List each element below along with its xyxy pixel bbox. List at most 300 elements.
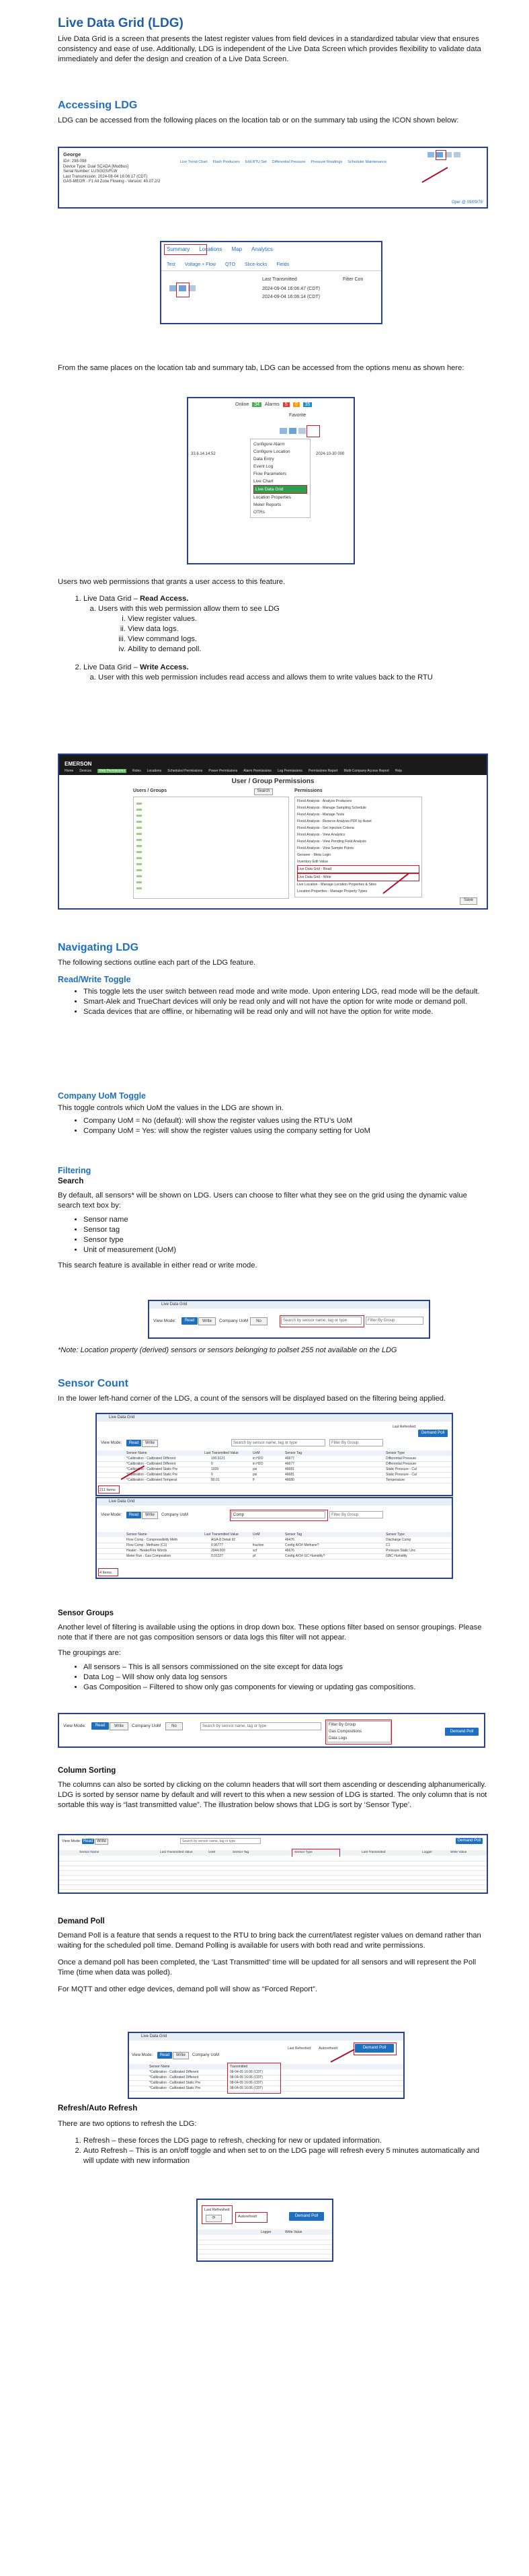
write-sub-item: a. User with this web permission includes read access and allows them to write values back to the RTU xyxy=(98,673,488,683)
col-header[interactable]: Sensor Type xyxy=(386,1451,405,1455)
read-access-item xyxy=(83,594,488,655)
accessing-heading: Accessing LDG xyxy=(58,100,138,111)
sensor-groups-p2: The groupings are: xyxy=(58,1649,121,1657)
read-sub-item xyxy=(98,604,488,655)
cell: 0.01227 xyxy=(211,1554,224,1558)
filter-criterion: • Sensor type xyxy=(83,1235,488,1245)
tab-locations[interactable]: Locations xyxy=(199,246,222,252)
subtab[interactable]: Slice-locks xyxy=(245,262,268,267)
menu-item[interactable]: Meter Reports xyxy=(253,503,282,507)
site-link[interactable]: Live Trend Chart xyxy=(180,160,208,164)
col-header[interactable]: Logger xyxy=(422,1851,432,1854)
site-link[interactable]: Scheduler Maintenance xyxy=(348,160,387,164)
cell: *Calibration - Calibrated Different xyxy=(149,2070,199,2074)
intro-paragraph: Live Data Grid is a screen that presents the latest register values from field devices in a standardized tabular view that ensures consistency and ease of use. Additionally, LDG is independent of the Live Data Screen which provides flexibility to validate data immediately and defer the design and creation of a Live Data Screen. xyxy=(58,35,481,63)
alarms-label: Alarms xyxy=(265,402,280,407)
nav-item[interactable]: Devices xyxy=(79,769,92,773)
alarm-badge[interactable]: 35 xyxy=(303,402,313,407)
permission-item[interactable]: Location Properties - Manage Property Types xyxy=(297,889,368,893)
navigating-heading: Navigating LDG xyxy=(58,942,139,953)
cell: Heater - Heater/Fire Words xyxy=(126,1549,167,1553)
search-highlight xyxy=(230,1510,328,1521)
row-icons xyxy=(280,428,306,434)
demand-poll-heading: Demand Poll xyxy=(58,1917,105,1925)
cell: 1939 xyxy=(211,1467,219,1471)
title-block xyxy=(58,16,488,65)
write-toggle[interactable]: Write xyxy=(95,1839,108,1845)
read-label: Live Data Grid – xyxy=(83,595,140,603)
cell: in H2O xyxy=(253,1462,263,1466)
autorefresh-label: Autorefresh xyxy=(319,2047,338,2051)
cell: Temperature xyxy=(386,1478,405,1482)
filtering-note: *Note: Location property (derived) sensors or sensors belonging to pollset 255 not available on the LDG xyxy=(58,1346,397,1354)
read-bold: Read Access. xyxy=(139,595,189,603)
filter-criterion: • Sensor name xyxy=(83,1215,488,1225)
col-header[interactable]: Sensor Type xyxy=(294,1851,313,1854)
search-input[interactable]: Search by sensor name, tag or type xyxy=(200,1722,321,1730)
uom-intro: This toggle controls which UoM the values in the LDG are shown in. xyxy=(58,1104,284,1112)
read-item: i. View register values. xyxy=(128,614,488,624)
col-header[interactable]: Last Transmitted xyxy=(362,1851,386,1854)
company-uom-toggle[interactable]: No xyxy=(250,1317,268,1325)
accessing-p2: From the same places on the location tab and summary tab, LDG can be accessed from the options menu as shown here: xyxy=(58,364,464,372)
table-row xyxy=(97,1457,452,1462)
app-header xyxy=(59,755,487,775)
search-input[interactable]: Comp xyxy=(231,1511,325,1518)
pointer-arrow xyxy=(331,2049,355,2063)
user-tree-icons xyxy=(136,799,142,893)
demand-highlight xyxy=(354,2043,397,2055)
online-badge[interactable]: 34 xyxy=(252,402,261,407)
demand-poll-button[interactable]: Demand Poll xyxy=(355,2044,394,2053)
cell: 08-04-05 16:06 (CDT) xyxy=(230,2075,263,2080)
read-item: iii. View command logs. xyxy=(128,634,488,645)
site-link[interactable]: Differential Pressure xyxy=(272,160,306,164)
window-title: Live Data Grid xyxy=(141,2034,167,2038)
cell: Flow Comp - Compressibility Meth xyxy=(126,1538,178,1542)
view-mode-label: View Mode: xyxy=(62,1839,81,1843)
table-row xyxy=(97,1543,452,1549)
note-block xyxy=(58,1346,488,1356)
menu-item[interactable]: OTRs xyxy=(253,510,265,515)
write-toggle[interactable]: Write xyxy=(173,2052,189,2059)
filtering-p1: By default, all sensors* will be shown on LDG. Users can choose to filter what they see on the grid using the dynamic value search text box by: xyxy=(58,1191,467,1210)
sensor-grid-screenshot-all xyxy=(95,1413,453,1496)
dropdown-option[interactable]: Gas Compositions xyxy=(329,1730,362,1734)
nav-item[interactable]: Alarm Permissions xyxy=(243,769,272,773)
search-toolbar-screenshot xyxy=(148,1300,430,1339)
options-menu xyxy=(250,439,311,518)
options-menu-screenshot xyxy=(187,397,355,564)
col-filter[interactable]: Filter Con xyxy=(343,277,364,282)
grid-header xyxy=(59,1850,487,1855)
menu-item[interactable]: Flow Parameters xyxy=(253,472,287,476)
filter-criterion: • Unit of measurement (UoM) xyxy=(83,1245,488,1255)
sensor-groups-block xyxy=(58,1609,488,1693)
permission-item[interactable]: Flood Analysis - Analyze Producers xyxy=(297,799,352,803)
uom-item: • Company UoM = Yes: will show the register values using the company setting for UoM xyxy=(83,1126,488,1136)
col-header[interactable]: UoM xyxy=(208,1851,216,1854)
grid-icon[interactable] xyxy=(289,428,296,434)
sensor-count-block xyxy=(58,1378,488,1404)
nav-item[interactable]: Home xyxy=(65,769,74,773)
cell: *Calibration - Calibrated Static Pre xyxy=(126,1467,178,1471)
cell: 46676 xyxy=(285,1549,294,1553)
window-bar xyxy=(97,1414,452,1422)
cell: *Calibration - Calibrated Static Pre xyxy=(149,2081,201,2085)
grid-header xyxy=(97,1532,452,1537)
read-item: iv. Ability to demand poll. xyxy=(128,645,488,655)
column-sorting-heading: Column Sorting xyxy=(58,1767,116,1775)
tab-map[interactable]: Map xyxy=(231,246,243,252)
navigating-intro: The following sections outline each part of the LDG feature. xyxy=(58,959,256,967)
cell: 0.96777 xyxy=(211,1543,224,1547)
read-toggle[interactable]: Read xyxy=(157,2052,172,2059)
rw-item: • Smart-Alek and TrueChart devices will only be read only and will not have the option for write mode or demand poll. xyxy=(83,997,488,1007)
column-sort-screenshot xyxy=(58,1834,488,1894)
cell: scf xyxy=(253,1549,257,1553)
save-button[interactable]: Save xyxy=(460,897,477,905)
site-link[interactable]: Pressure Readings xyxy=(311,160,343,164)
site-detail-2: Device Type: Dual SCADA [Modbus] xyxy=(63,164,128,169)
cell: in H2O xyxy=(253,1457,263,1461)
col-header[interactable]: Sensor Tag xyxy=(285,1533,302,1537)
rw-list xyxy=(58,987,488,1017)
subtab[interactable]: Fields xyxy=(276,262,290,267)
write-toggle[interactable]: Write xyxy=(198,1317,216,1325)
menu-item[interactable]: Event Log xyxy=(253,464,274,469)
demand-poll-p3: For MQTT and other edge devices, demand poll will show as “Forced Report”. xyxy=(58,1985,317,1993)
filter-criteria-list xyxy=(58,1215,488,1255)
tab-analytics[interactable]: Analytics xyxy=(251,246,274,252)
col-header[interactable]: Sensor Name xyxy=(126,1533,147,1537)
company-uom-label: Company UoM xyxy=(132,1724,161,1728)
nav-item[interactable]: Scheduled Permissions xyxy=(167,769,203,773)
chart-icon[interactable] xyxy=(428,152,434,157)
cell: 46476 xyxy=(285,1538,294,1542)
permission-item-ldg-write[interactable]: Live Data Grid - Write xyxy=(297,873,419,881)
demand-poll-button[interactable]: Demand Poll xyxy=(418,1430,448,1437)
demand-poll-p1: Demand Poll is a feature that sends a request to the RTU to bring back the current/latest register values on demand rather than waiting for the scheduled poll time. Demand Polling is available for users with both read and write permissions. xyxy=(58,1931,481,1950)
subtab[interactable]: Voltage + Flow xyxy=(184,262,216,267)
filter-group-select[interactable]: Filter By Group xyxy=(329,1511,383,1518)
permission-item[interactable]: Live Location - Manage Location Properties & Sites xyxy=(297,883,376,887)
col-header[interactable]: Sensor Name xyxy=(126,1451,147,1455)
summary-tab-highlight xyxy=(164,244,207,255)
menu-item[interactable]: Configure Alarm xyxy=(253,442,285,447)
cell: AGA-8 Detail 92 xyxy=(211,1538,236,1542)
site-detail-4: Last Transmission: 2024-08-04 16:06:17 (CDT) xyxy=(63,174,148,179)
menu-icon-highlight xyxy=(307,425,320,437)
col-header[interactable]: Sensor Tag xyxy=(233,1851,249,1854)
site-link[interactable]: Edit RTU Set xyxy=(245,160,267,164)
col-header[interactable]: Sensor Tag xyxy=(285,1451,302,1455)
cell: 0 xyxy=(211,1462,213,1466)
rw-item: • This toggle lets the user switch between read mode and write mode. Upon entering LDG, read mode will be the default. xyxy=(83,987,488,997)
cell: Static Pressure - Cal xyxy=(386,1467,417,1471)
permission-item[interactable]: Inventory Edit Value xyxy=(297,860,329,864)
row-time: 2024-09-04 16:06:14 (CDT) xyxy=(262,295,320,299)
row-time: 2024-09-04 16:06:47 (CDT) xyxy=(262,287,320,291)
company-uom-toggle[interactable]: No xyxy=(165,1722,183,1730)
cell: *Calibration - Calibrated Different xyxy=(126,1462,176,1466)
table-row xyxy=(97,1478,452,1483)
read-sub-text: Users with this web permission allow them to see LDG xyxy=(98,605,280,613)
nav-item[interactable]: Multi-Company Access Report xyxy=(343,769,389,773)
col-header[interactable]: Write Value xyxy=(285,2230,302,2234)
cell: 08-04-05 16:06 (CDT) xyxy=(230,2086,263,2090)
permission-item[interactable]: Flood Analysis - View Pending Field Analysis xyxy=(297,840,366,844)
nav-item[interactable]: Permissions Report xyxy=(308,769,338,773)
menu-item[interactable]: Configure Location xyxy=(253,449,290,454)
sensor-count-heading: Sensor Count xyxy=(58,1378,128,1389)
write-label: Live Data Grid – xyxy=(83,663,140,671)
uom-heading: Company UoM Toggle xyxy=(58,1091,147,1101)
count-highlight xyxy=(98,1568,118,1576)
read-toggle[interactable]: Read xyxy=(126,1512,141,1518)
menu-item-live-data-grid[interactable]: Live Data Grid xyxy=(253,485,307,494)
read-toggle[interactable]: Read xyxy=(83,1839,93,1843)
column-sorting-p: The columns can also be sorted by clicking on the column headers that will sort them ascending or descending alphanumerically. LDG is sorted by sensor name by default and will revert to this when a new session of LDG is started. The only column that is not sortable this way is “last transmitted value”. The illustration below shows that LDG is sort by ‘Sensor Type’. xyxy=(58,1781,487,1809)
search-input[interactable]: Search by sensor name, tag or type xyxy=(231,1439,325,1446)
read-item: ii. View data logs. xyxy=(128,624,488,634)
read-sub-list xyxy=(83,604,488,655)
cell: Meter Run - Gas Composition xyxy=(126,1554,171,1558)
page-title: Live Data Grid (LDG) xyxy=(58,16,184,30)
site-detail-1: ID#: 298-098 xyxy=(63,159,87,163)
dropdown-option[interactable]: Filter By Group xyxy=(329,1723,356,1727)
menu-icon[interactable] xyxy=(298,428,306,434)
demand-poll-button[interactable]: Demand Poll xyxy=(445,1728,479,1736)
table-row xyxy=(97,1467,452,1473)
nav-item[interactable]: Power Permissions xyxy=(208,769,238,773)
menu-item[interactable]: Data Entry xyxy=(253,457,274,462)
group-filter-screenshot xyxy=(58,1713,485,1748)
online-label: Online xyxy=(235,402,249,407)
cell: F xyxy=(253,1478,255,1482)
demand-poll-p2: Once a demand poll has been completed, the ‘Last Transmitted’ time will be updated for all sensors and will represent the Poll Time (time when data was polled). xyxy=(58,1958,477,1977)
cell: 46680 xyxy=(285,1478,294,1482)
col-header[interactable]: Write Value xyxy=(450,1851,467,1854)
filter-group-select[interactable]: Filter By Group xyxy=(366,1317,423,1325)
uom-item: • Company UoM = No (default): will show the register values using the RTU’s UoM xyxy=(83,1116,488,1126)
count-highlight xyxy=(98,1485,120,1494)
refresh-heading: Refresh/Auto Refresh xyxy=(58,2104,138,2112)
demand-poll-screenshot xyxy=(128,2032,405,2099)
navigating-block xyxy=(58,942,488,1017)
filtering-block xyxy=(58,1166,488,1271)
company-uom-label: Company UoM xyxy=(161,1513,189,1517)
col-header[interactable]: UoM xyxy=(253,1451,260,1455)
col-header[interactable]: Sensor Name xyxy=(79,1851,99,1854)
location-header-screenshot xyxy=(58,147,488,209)
table-row xyxy=(97,1538,452,1543)
cell: 46677 xyxy=(285,1457,294,1461)
cell: *Calibration - Calibrated Different xyxy=(149,2075,199,2080)
read-items xyxy=(98,614,488,655)
alarm-badge[interactable]: 5 xyxy=(283,402,290,407)
cell: psi xyxy=(253,1467,257,1471)
cell: 08-04-05 16:06 (CDT) xyxy=(230,2081,263,2085)
cell: 46681 xyxy=(285,1467,294,1471)
permission-item[interactable]: Flood Analysis - Manage Tests xyxy=(297,813,345,817)
col-header[interactable]: Last Transmitted Value xyxy=(204,1451,239,1455)
grid-header xyxy=(97,1450,452,1456)
cell: Differential Pressure xyxy=(386,1457,417,1461)
refresh-icon: ⟳ xyxy=(212,2216,216,2220)
permission-item[interactable]: Flood Analysis - Manage Sampling Schedule xyxy=(297,806,366,810)
top-nav xyxy=(65,769,402,773)
write-bold: Write Access. xyxy=(139,663,189,671)
window-title: Live Data Grid xyxy=(109,1500,135,1504)
cell: GBC Humidity xyxy=(386,1554,407,1558)
search-button[interactable]: Search xyxy=(254,788,273,795)
site-name: George xyxy=(63,151,81,157)
refresh-screenshot xyxy=(196,2199,333,2262)
permission-item[interactable]: Flood Analysis - View Sample Points xyxy=(297,846,354,850)
filter-group-select[interactable]: Filter By Group xyxy=(329,1439,383,1446)
users-list[interactable] xyxy=(133,797,289,899)
cell: Flow Comp - Methane (C1) xyxy=(126,1543,167,1547)
table-row xyxy=(97,1554,452,1559)
site-details xyxy=(63,159,160,185)
site-detail-3: Serial Number: LUSGGS/FLW xyxy=(63,170,118,174)
permissions-intro: Users two web permissions that grants a user access to this feature. xyxy=(58,578,286,586)
subtab[interactable]: QTO xyxy=(225,262,236,267)
cell: 46677 xyxy=(285,1462,294,1466)
cell: 08-04-05 16:06 (CDT) xyxy=(230,2070,263,2074)
nav-item[interactable]: Locations xyxy=(147,769,162,773)
table-row xyxy=(97,1549,452,1554)
cell: *Calibration - Calibrated Different xyxy=(126,1457,176,1461)
cell: 80.01 xyxy=(211,1478,220,1482)
last-refreshed: Last Refreshed: xyxy=(204,2208,231,2212)
cell: 0 xyxy=(211,1473,213,1477)
grid-rows xyxy=(198,2236,332,2260)
nav-item[interactable]: Log Permissions xyxy=(277,769,302,773)
col-header[interactable]: Sensor Name xyxy=(149,2065,170,2069)
autorefresh-label: Autorefresh xyxy=(238,2215,257,2219)
rw-heading: Read/Write Toggle xyxy=(58,975,131,984)
search-input[interactable]: Search by sensor name, tag or type xyxy=(281,1317,362,1325)
tab-summary[interactable]: Summary xyxy=(167,246,190,252)
date-right: 2024-10-30 000 xyxy=(316,452,345,456)
demand-poll-button[interactable]: Demand Poll xyxy=(456,1838,483,1844)
nav-item-active[interactable]: Web Permissions xyxy=(99,769,125,773)
ldg-icon-highlight xyxy=(176,283,190,297)
cell: Pressure Static Unc xyxy=(386,1549,416,1553)
col-header[interactable]: Logger xyxy=(261,2230,272,2234)
date-left: 33.6.14.14:52 xyxy=(191,452,216,456)
demand-poll-button[interactable]: Demand Poll xyxy=(289,2212,324,2221)
cell: 100.9121 xyxy=(211,1457,225,1461)
alarm-badge[interactable]: 0 xyxy=(293,402,300,407)
grouping-item: • Data Log – Will show only data log sensors xyxy=(83,1672,488,1683)
nav-item[interactable]: Roles xyxy=(132,769,141,773)
footer-link[interactable]: Oper @ 09/09/78 xyxy=(451,200,483,205)
view-mode-label: View Mode: xyxy=(132,2053,153,2057)
table-row xyxy=(97,1462,452,1467)
filtering-heading: Filtering xyxy=(58,1166,91,1175)
chart-icon[interactable] xyxy=(280,428,287,434)
subtab-bar xyxy=(167,262,289,267)
company-uom-label: Company UoM xyxy=(192,2053,220,2057)
status-bar xyxy=(235,402,312,407)
read-toggle[interactable]: Read xyxy=(91,1722,109,1730)
write-toggle[interactable]: Write xyxy=(142,1440,158,1447)
col-header[interactable]: Last Transmitted Value xyxy=(204,1533,239,1537)
menu-item[interactable]: Live Chart xyxy=(253,479,274,484)
menu-item[interactable]: Location Properties xyxy=(253,495,292,500)
site-link[interactable]: Flash Producers xyxy=(212,160,240,164)
favorite-label[interactable]: Favorite xyxy=(289,413,307,418)
site-detail-5: GAS-MEOR - F1 All Zone Flowing - Version: 40.07.2/2 xyxy=(63,180,161,184)
cell: *Calibration - Calibrated Static Pre xyxy=(126,1473,178,1477)
search-input[interactable]: Search by sensor name, tag or type xyxy=(180,1838,261,1844)
groupings-list xyxy=(58,1662,488,1693)
permission-item[interactable]: Flood Analysis - Set Injection Criteria xyxy=(297,826,354,830)
accessing-p2-block xyxy=(58,363,488,373)
col-header[interactable]: UoM xyxy=(253,1533,260,1537)
last-refreshed: Last Refreshed: xyxy=(288,2047,312,2051)
write-sub-list xyxy=(83,673,488,683)
col-header-transmitted[interactable]: Transmitted xyxy=(230,2065,248,2069)
dropdown-option[interactable]: Data Logs xyxy=(329,1736,348,1740)
write-toggle[interactable]: Write xyxy=(142,1512,158,1519)
col-header[interactable]: Last Transmitted Value xyxy=(160,1851,193,1854)
cell: *Calibration - Calibrated Static Pre xyxy=(149,2086,201,2090)
refresh-block xyxy=(58,2104,488,2166)
uom-block xyxy=(58,1091,488,1136)
cell: Differential Pressure xyxy=(386,1462,417,1466)
refresh-p: There are two options to refresh the LDG: xyxy=(58,2120,197,2128)
refresh-item: 1. Refresh – these forces the LDG page to refresh, checking for new or updated information. xyxy=(83,2136,488,2146)
window-bar xyxy=(129,2033,403,2040)
col-last-transmitted[interactable]: Last Transmitted xyxy=(262,277,297,282)
write-access-item xyxy=(83,663,488,683)
ldg-icon-highlight xyxy=(436,150,446,160)
divider xyxy=(161,270,381,271)
sensor-groups-heading: Sensor Groups xyxy=(58,1609,114,1617)
brand-logo: EMERSON xyxy=(65,761,92,767)
write-toggle[interactable]: Write xyxy=(110,1722,128,1730)
search-highlight xyxy=(280,1315,364,1327)
summary-tab-screenshot xyxy=(160,241,382,324)
sensor-grid-screenshot-filtered xyxy=(95,1497,453,1579)
permission-item[interactable]: Flood Analysis - View Analytics xyxy=(297,833,345,837)
grouping-item: • Gas Composition – Filtered to show only gas components for viewing or updating gas compositions. xyxy=(83,1683,488,1693)
permissions-block xyxy=(58,577,488,683)
subtab[interactable]: Test xyxy=(167,262,175,267)
permission-item[interactable]: Flood Analysis - Reserve Analysis PDF by Asset xyxy=(297,819,372,823)
gear-icon[interactable] xyxy=(454,152,460,157)
cell: Config A/O# GC Humidity? xyxy=(285,1554,325,1558)
window-bar xyxy=(149,1301,429,1309)
view-mode-label: View Mode: xyxy=(153,1319,176,1323)
nav-item[interactable]: Help xyxy=(395,769,403,773)
demand-poll-block xyxy=(58,1917,488,1995)
cell: 2044.000 xyxy=(211,1549,225,1553)
view-mode-label: View Mode: xyxy=(101,1441,122,1445)
permission-item-ldg-read[interactable]: Live Data Grid - Read xyxy=(297,865,419,873)
permission-item[interactable]: Geoseer - Meta Login xyxy=(297,853,331,857)
read-toggle[interactable]: Read xyxy=(126,1440,141,1446)
sensor-count: 4 Items xyxy=(99,1571,112,1575)
rw-item: • Scada devices that are offline, or hibernating will be read only and will not have the option for write mode. xyxy=(83,1007,488,1017)
site-links xyxy=(180,160,386,164)
col-header[interactable]: Sensor Type xyxy=(386,1533,405,1537)
read-toggle[interactable]: Read xyxy=(181,1317,198,1325)
